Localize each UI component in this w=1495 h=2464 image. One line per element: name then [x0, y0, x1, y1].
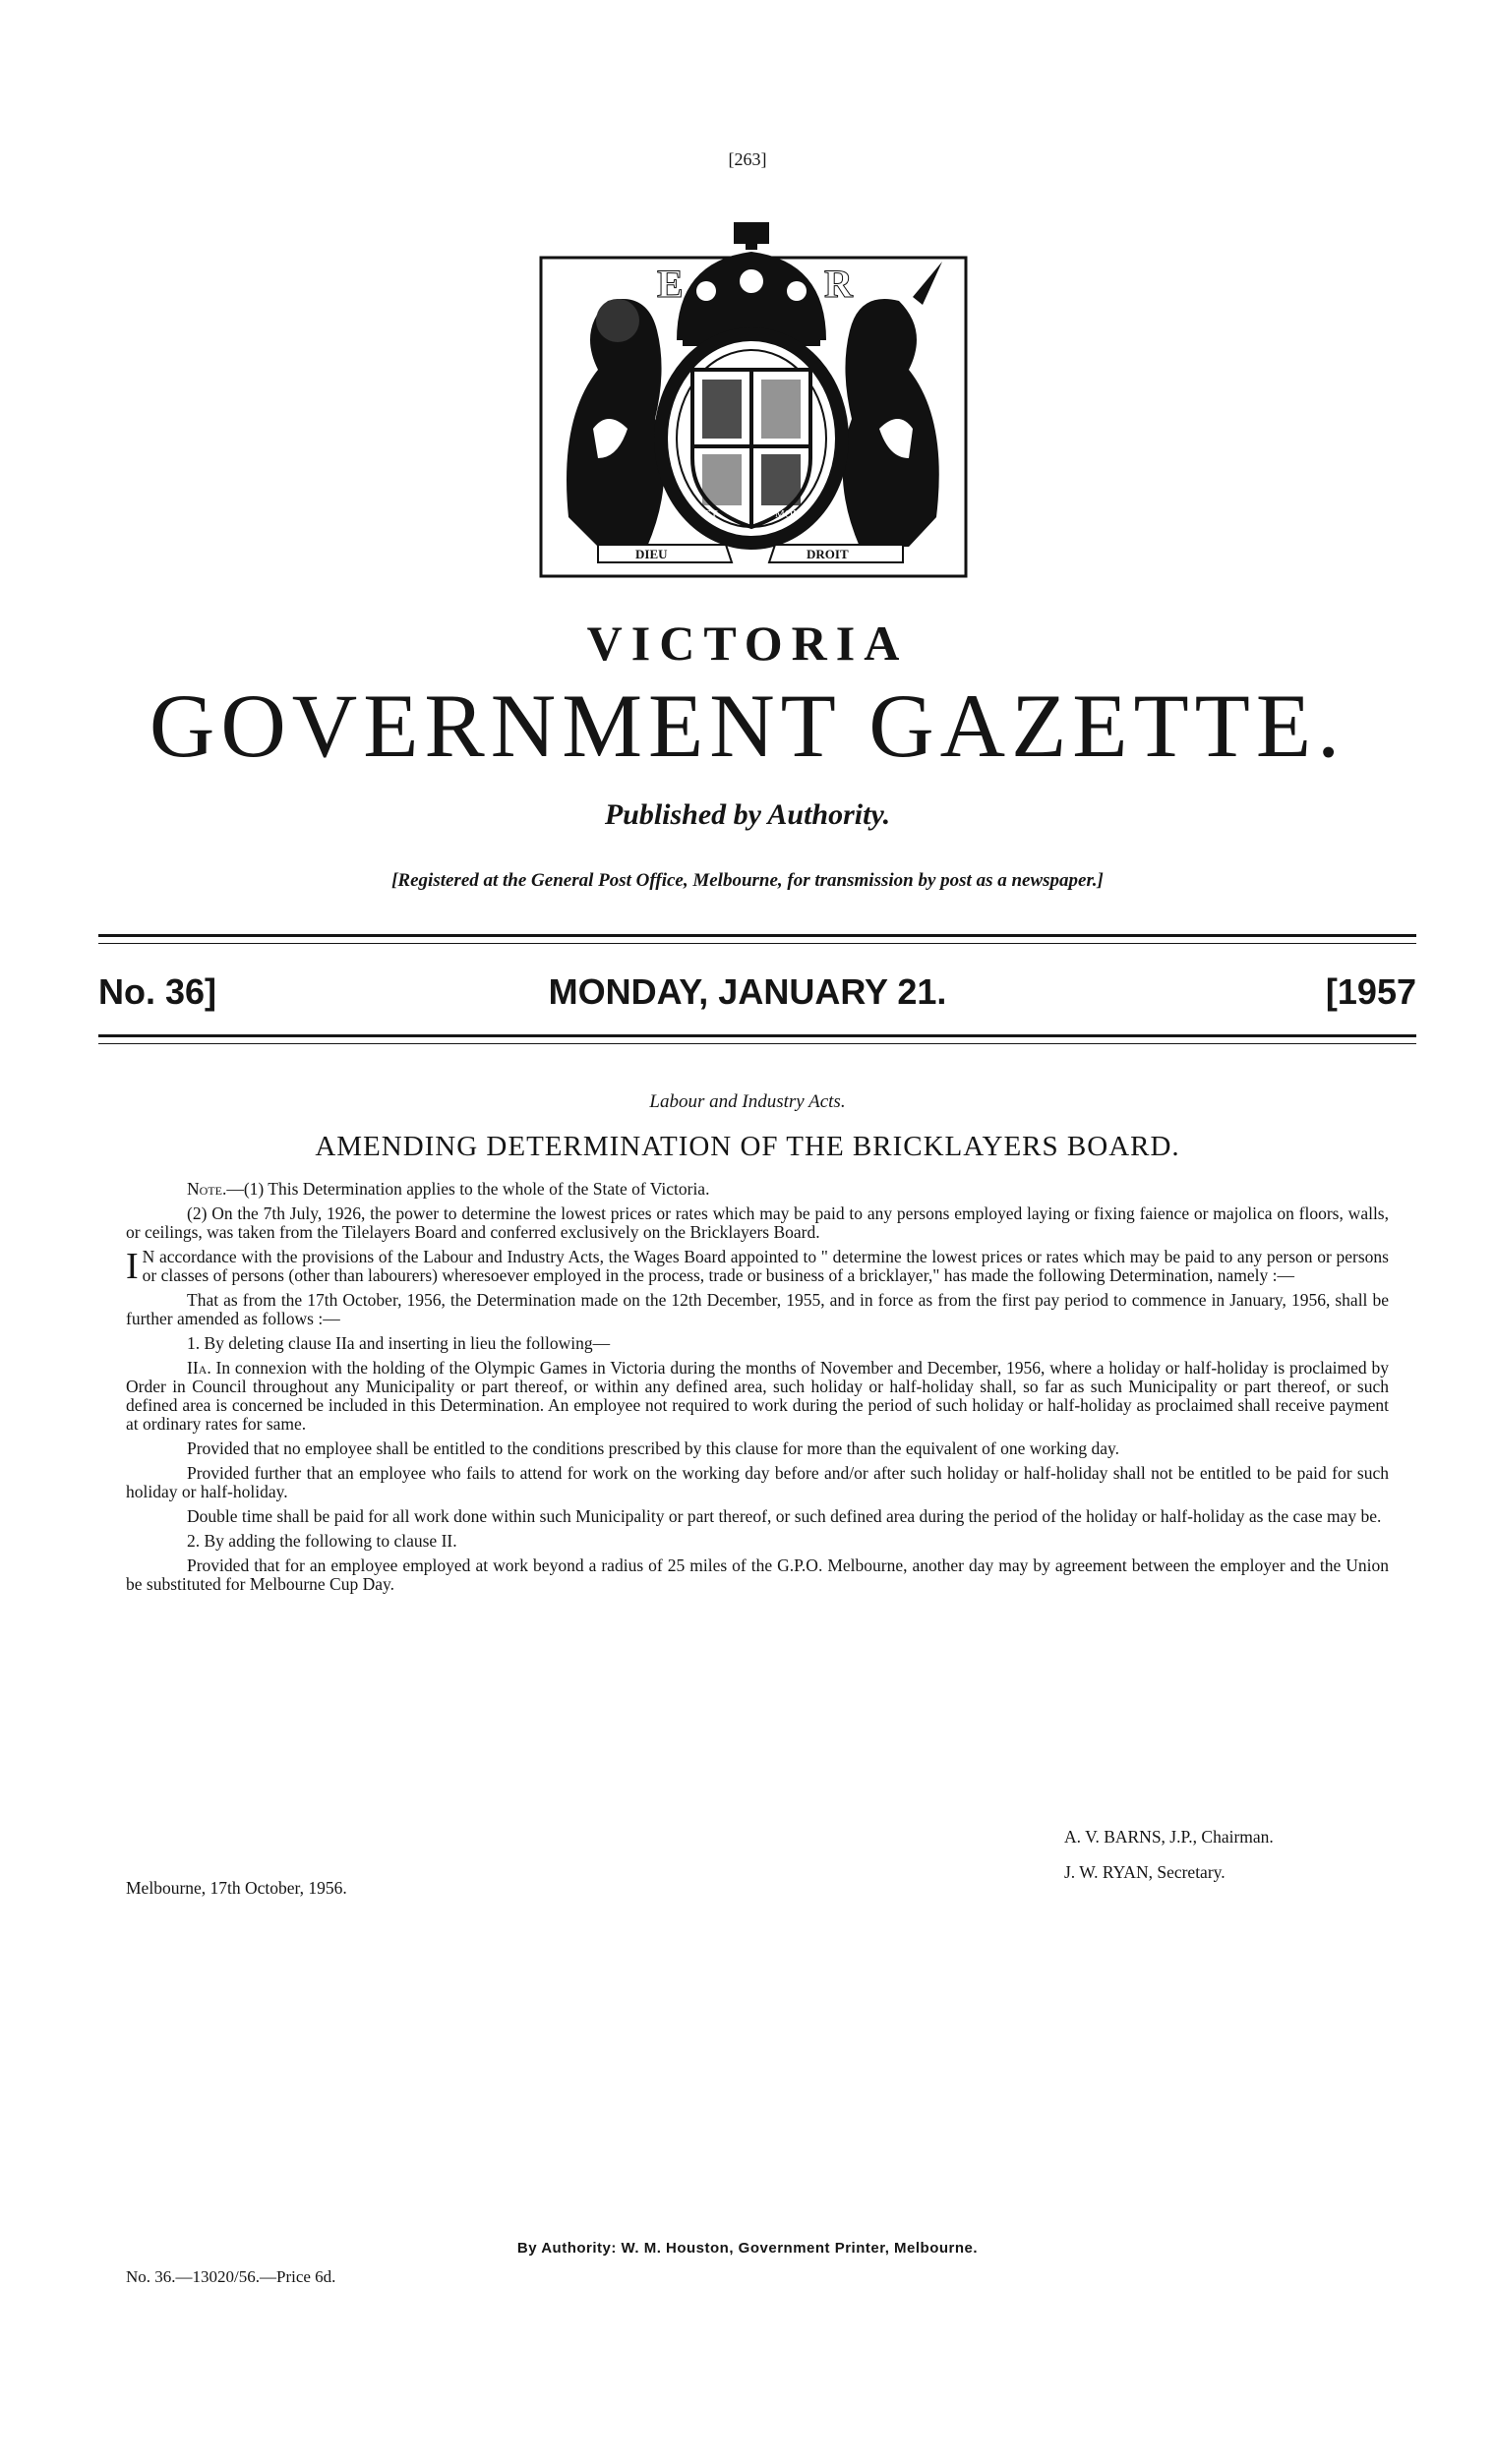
published-by-authority: Published by Authority. [604, 798, 891, 831]
issue-year: [1957 [1325, 971, 1416, 1012]
note-2: (2) On the 7th July, 1926, the power to determine the lowest prices or rates which may be paid to any persons employed laying or fixing faience or majolica on floors, walls, or ceilings, was taken from the Tilelayers Board and conferred exclusively on the Bricklayers Board. [126, 1203, 1389, 1242]
royal-coat-of-arms [539, 222, 968, 578]
masthead-state: VICTORIA [586, 616, 909, 671]
masthead-rule-bottom [98, 1034, 1416, 1044]
amendment-item-2: 2. By adding the following to clause II. [187, 1531, 457, 1551]
dateline: Melbourne, 17th October, 1956. [126, 1878, 347, 1898]
notice-body [126, 1180, 1389, 1600]
signatory-secretary: J. W. RYAN, Secretary. [1064, 1862, 1226, 1882]
commencement-paragraph: That as from the 17th October, 1956, the Determination made on the 12th December, 1955, and in force as from the first pay period to commence in January, 1956, shall be further amended as follows :— [126, 1290, 1389, 1328]
note-label: Note. [187, 1179, 227, 1199]
clause-iia: IIa. In connexion with the holding of the Olympic Games in Victoria during the months of November and December, 1956, where a holiday or half-holiday is proclaimed by Order in Council throughout any Municipality or part thereof, or within any defined area, such holiday or half-holiday shall, so far as such Municipality or part thereof, or such defined area is concerned be included in this Determination. An employee not required to work during the period of such holiday or half-holiday as proclaimed shall receive payment at ordinary rates for same. [126, 1358, 1389, 1434]
proviso-2: Provided further that an employee who fails to attend for work on the working day before and/or after such holiday or half-holiday shall not be entitled to be paid for such holiday or half-holiday. [126, 1463, 1389, 1501]
note-1: Note.—(1) This Determination applies to the whole of the State of Victoria. [187, 1179, 710, 1199]
motto-left: DIEU [635, 547, 668, 561]
intro-paragraph: I N accordance with the provisions of the Labour and Industry Acts, the Wages Board appointed to " determine the lowest prices or rates which may be paid to any person or persons or classes of persons (other than labourers) wheresoever employed in the process, trade or business of a bricklayer," has made the following Determination, namely :— [126, 1246, 1389, 1287]
garter-text-right: MON [775, 508, 801, 520]
notice-heading: AMENDING DETERMINATION OF THE BRICKLAYERS BOARD. [315, 1131, 1180, 1162]
notice-acts: Labour and Industry Acts. [649, 1091, 846, 1112]
garter-text-left: ET [704, 508, 718, 520]
printer-authority: By Authority: W. M. Houston, Government Printer, Melbourne. [516, 2240, 979, 2257]
page-number: [263] [728, 149, 767, 169]
registration-notice: [Registered at the General Post Office, Melbourne, for transmission by post as a newspaper.] [391, 870, 1104, 891]
issue-number: No. 36] [98, 971, 217, 1012]
proviso-1: Provided that no employee shall be entitled to the conditions prescribed by this clause for more than the equivalent of one working day. [187, 1438, 1119, 1458]
masthead-title: GOVERNMENT GAZETTE. [149, 675, 1346, 776]
motto-right: DROIT [807, 547, 849, 561]
signatory-chairman: A. V. BARNS, J.P., Chairman. [1064, 1827, 1274, 1847]
drop-cap: I [126, 1246, 139, 1287]
monogram-left: E [657, 262, 684, 306]
issue-code-price: No. 36.—13020/56.—Price 6d. [126, 2267, 336, 2286]
clause-label: IIa. [187, 1358, 211, 1378]
monogram-right: R [824, 262, 853, 306]
masthead-rule-top [98, 934, 1416, 944]
double-time-paragraph: Double time shall be paid for all work done within such Municipality or part thereof, or such defined area during the period of the holiday or half-holiday as the case may be. [187, 1506, 1382, 1526]
issue-date: MONDAY, JANUARY 21. [548, 971, 947, 1012]
shield-icon [692, 370, 810, 527]
coat-of-arms-image [539, 222, 968, 578]
signatures [1064, 1819, 1274, 1890]
proviso-3: Provided that for an employee employed at work beyond a radius of 25 miles of the G.P.O. Melbourne, another day may by agreement between the employer and the Union be substituted for Melbourne Cup Day. [126, 1555, 1389, 1594]
amendment-item-1: 1. By deleting clause IIa and inserting in lieu the following— [187, 1333, 611, 1353]
